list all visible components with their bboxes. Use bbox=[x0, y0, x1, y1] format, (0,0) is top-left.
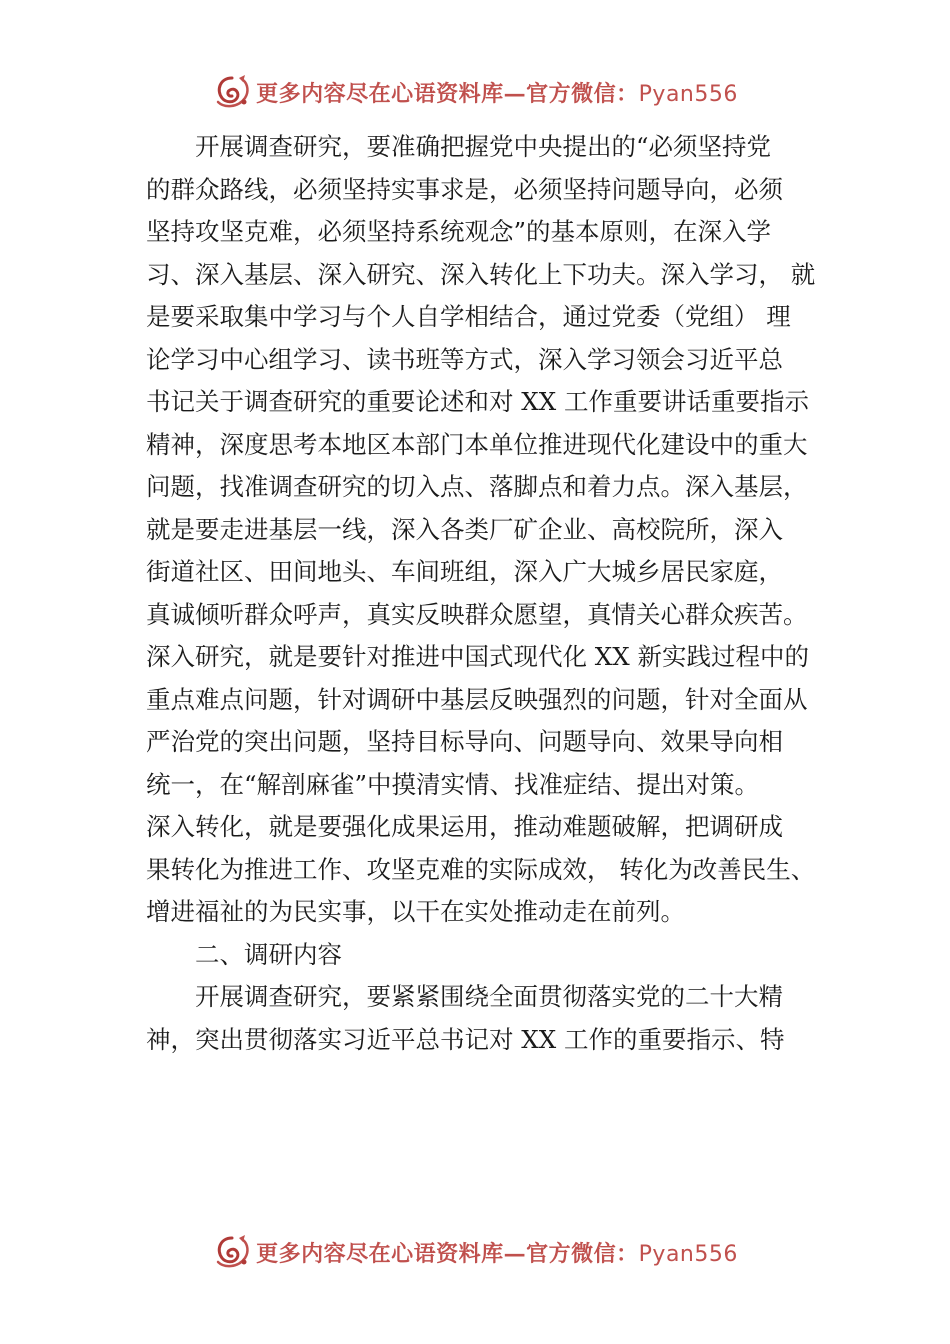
text-line: 增进福祉的为民实事，以干在实处推动走在前列。 bbox=[146, 897, 685, 926]
text-line: 的群众路线，必须坚持实事求是，必须坚持问题导向，必须 bbox=[146, 174, 783, 204]
text-line: 是要采取集中学习与个人自学相结合，通过党委（党组） 理 bbox=[146, 302, 791, 331]
text-line: 神，突出贯彻落实习近平总书记对 XX 工作的重要指示、特 bbox=[146, 1024, 785, 1054]
swirl-logo-icon bbox=[212, 1232, 252, 1272]
text-line: 坚持攻坚克难，必须坚持系统观念”的基本原则，在深入学 bbox=[146, 217, 772, 246]
text-line: 街道社区、田间地头、车间班组，深入广大城乡居民家庭， bbox=[146, 557, 783, 586]
text-line: 真诚倾听群众呼声，真实反映群众愿望，真情关心群众疾苦。 bbox=[146, 599, 808, 629]
text-line: 重点难点问题，针对调研中基层反映强烈的问题，针对全面从 bbox=[146, 684, 808, 714]
text-line: 深入转化，就是要强化成果运用，推动难题破解，把调研成 bbox=[146, 812, 783, 841]
watermark-label: 更多内容尽在心语资料库—官方微信： bbox=[256, 80, 639, 107]
text-line: 开展调查研究，要紧紧围绕全面贯彻落实党的二十大精 bbox=[195, 982, 783, 1011]
text-line: 精神，深度思考本地区本部门本单位推进现代化建设中的重大 bbox=[146, 429, 808, 459]
watermark-text bbox=[256, 1237, 738, 1268]
watermark-text bbox=[256, 77, 738, 108]
watermark-label: 更多内容尽在心语资料库—官方微信： bbox=[256, 1240, 639, 1267]
text-line: 严治党的突出问题，坚持目标导向、问题导向、效果导向相 bbox=[146, 727, 783, 756]
text-line: 习、深入基层、深入研究、深入转化上下功夫。深入学习， 就 bbox=[146, 259, 816, 289]
text-line: 果转化为推进工作、攻坚克难的实际成效， 转化为改善民生、 bbox=[146, 854, 816, 884]
text-line: 开展调查研究，要准确把握党中央提出的“必须坚持党 bbox=[195, 132, 772, 161]
text-line: 问题，找准调查研究的切入点、落脚点和着力点。深入基层， bbox=[146, 472, 808, 501]
wechat-handle: Pyan556 bbox=[638, 1241, 738, 1267]
section-heading: 二、调研内容 bbox=[195, 939, 342, 969]
text-line: 就是要走进基层一线，深入各类厂矿企业、高校院所，深入 bbox=[146, 514, 783, 544]
text-line: 深入研究，就是要针对推进中国式现代化 XX 新实践过程中的 bbox=[146, 642, 809, 671]
text-line: 书记关于调查研究的重要论述和对 XX 工作重要讲话重要指示 bbox=[146, 387, 809, 416]
text-line: 论学习中心组学习、读书班等方式，深入学习领会习近平总 bbox=[146, 344, 783, 374]
text-line: 统一，在“解剖麻雀”中摸清实情、找准症结、提出对策。 bbox=[146, 769, 760, 799]
header-watermark bbox=[0, 72, 950, 112]
wechat-handle: Pyan556 bbox=[638, 81, 738, 107]
document-body bbox=[146, 126, 822, 1061]
swirl-logo-icon bbox=[212, 72, 252, 112]
footer-watermark bbox=[0, 1232, 950, 1272]
